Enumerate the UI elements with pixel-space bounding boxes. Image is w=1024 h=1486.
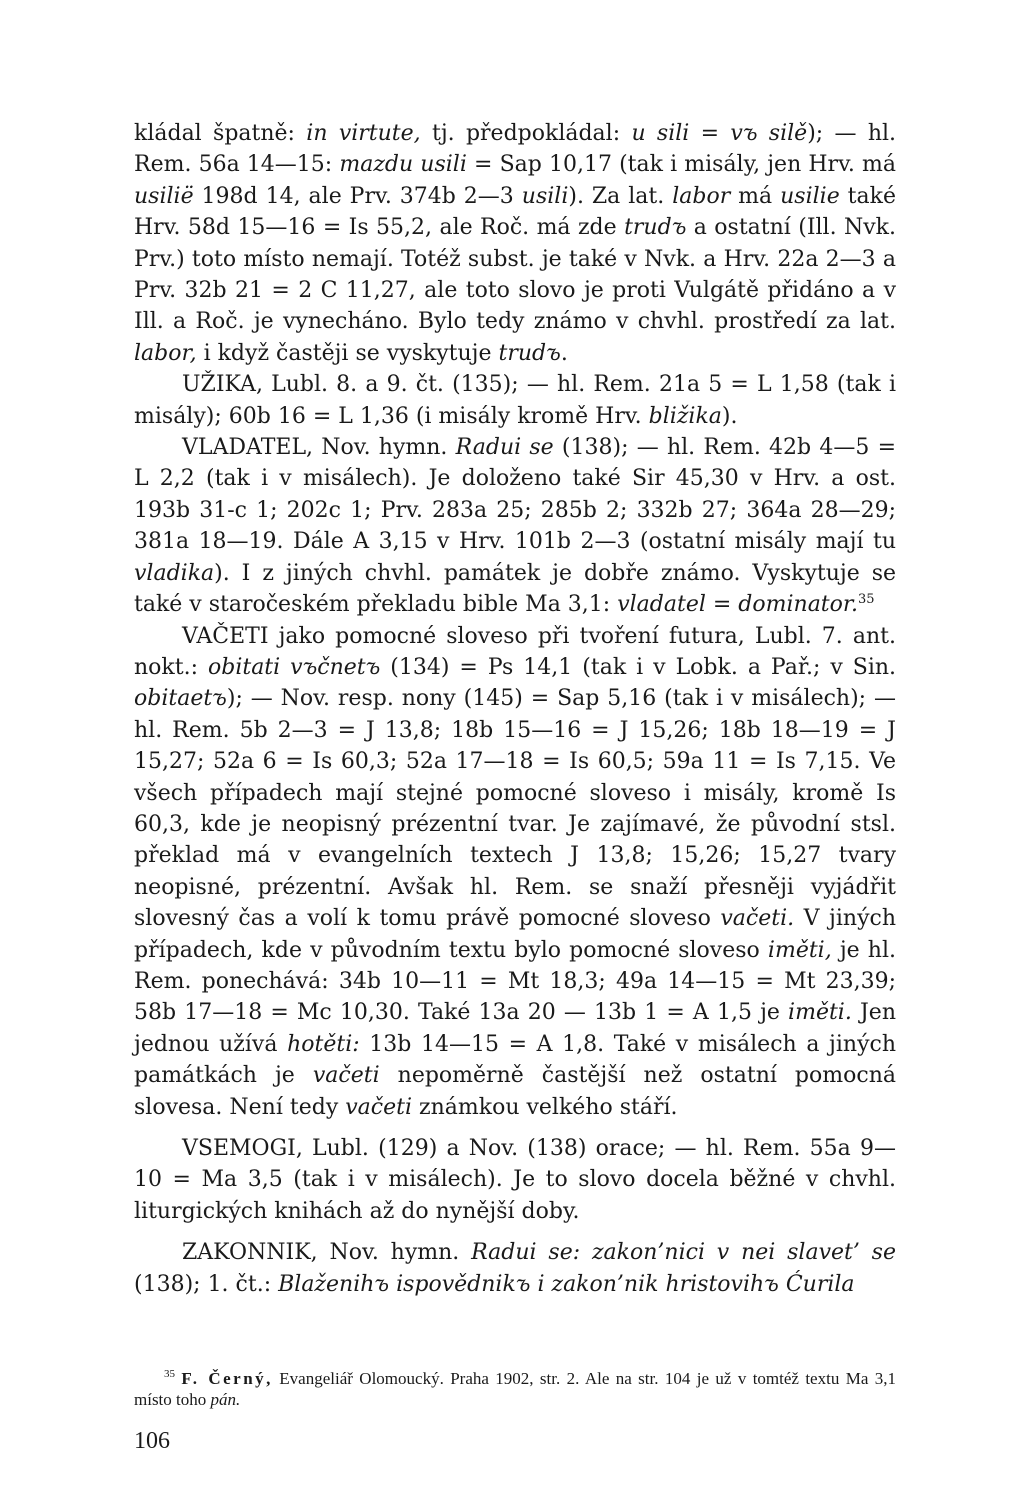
footnote-reference: 35 (858, 592, 875, 608)
paragraph (134, 1237, 896, 1300)
italic-text: u sili = vъ silě (631, 121, 808, 146)
footnote-italic: pán. (210, 1390, 241, 1409)
italic-text: Radui se (455, 435, 554, 461)
footnote-text: Evangeliář Olomoucký. Praha 1902, str. 2. Ale na str. 104 je už v tomtéž textu Ma 3,1 místo toho (134, 1369, 897, 1409)
footnote (134, 1364, 896, 1410)
text-run: ). (721, 403, 738, 429)
text-run: VLADATEL, Nov. hymn. (182, 435, 456, 461)
italic-text: labor, (134, 340, 197, 366)
text-run: tj. předpokládal: (420, 121, 632, 146)
italic-text: vladatel = dominator. (617, 592, 858, 618)
text-run: je hl. Rem. ponechává: 34b 10—11 = Mt 18,3; 49a 14—15 = Mt 23,39; 58b 17—18 = Mc 10,30. Také 13a 20 — 13b 1 = A 1,5 je (134, 937, 897, 1026)
text-run: nepoměrně častější než ostatní pomocná slovesa. Není tedy (134, 1063, 896, 1120)
text-run: i když častěji se vyskytuje (196, 340, 499, 366)
paragraph (134, 118, 896, 369)
italic-text: usilie (780, 183, 840, 209)
italic-text: iměti, (767, 937, 832, 963)
italic-text: iměti. (788, 1000, 852, 1026)
italic-text: trudъ (624, 215, 687, 241)
text-run: ); — hl. Rem. 56a 14—15: (134, 121, 897, 178)
text-run: ). Za lat. (568, 183, 673, 209)
text-run: (138); 1. čt.: (134, 1271, 279, 1297)
text-run: má (730, 183, 781, 209)
body-text (134, 118, 896, 1300)
text-run: také Hrv. 58d 15—16 = Is 55,2, ale Roč. má zde (134, 183, 896, 241)
paragraph (134, 1133, 896, 1227)
text-run: (138); — hl. Rem. 42b 4—5 = L 2,2 (tak i v misálech). Je doloženo také Sir 45,30 v Hrv. a ost. 193b 31-c 1; 202c 1; Prv. 283a 25; 285b 2; 332b 27; 364a 28—29; 381a 18—19. Dále A 3,15 v Hrv. 101b 2—3 (ostatní misály mají tu (134, 435, 897, 555)
text-run: a ostatní (Ill. Nvk. Prv.) toto místo nemají. Totéž subst. je také v Nvk. a Hrv. 22a 2—3 a Prv. 32b 21 = 2 C 11,27, ale toto slovo je proti Vulgátě přidáno a v Ill. a Roč. je vynecháno. Bylo tedy známo v chvhl. prostředí za lat. (134, 215, 897, 335)
text-run: Jen jednou užívá (134, 1000, 896, 1057)
italic-text: vladika (134, 560, 215, 586)
page-number: 106 (134, 1428, 170, 1454)
text-run: 198d 14, ale Prv. 374b 2—3 (193, 183, 522, 209)
text-run: (134) = Ps 14,1 (tak i v Lobk. a Pař.; v Sin. (380, 654, 897, 680)
italic-text: trudъ (498, 340, 561, 366)
footnote-author: F. Černý, (181, 1369, 273, 1388)
italic-text: in virtute, (306, 121, 421, 146)
italic-text: vačeti. (720, 906, 795, 932)
italic-text: usilië (134, 183, 194, 209)
italic-text: hotěti: (287, 1031, 360, 1057)
text-run: = Sap 10,17 (tak i misály, jen Hrv. má (466, 152, 896, 178)
text-run: ); — Nov. resp. nony (145) = Sap 5,16 (tak i v misálech); — hl. Rem. 5b 2—3 = J 13,8; 18b 15—16 = J 15,26; 18b 18—19 = J 15,27; 52a 6 = Is 60,3; 52a 17—18 = Is 60,5; 59a 11 = Is 7,15. Ve všech případech mají stejné pomocné sloveso i misály, kromě Is 60,3, kde je neopisný prézentní tvar. Je zajímavé, že původní stsl. překlad má v evangelních textech J 13,8; 15,26; 15,27 tvary neopisné, prézentní. Avšak hl. Rem. se snaží přesněji vyjádřit slovesný čas a volí k tomu právě pomocné sloveso (134, 686, 896, 932)
italic-text: usili (521, 183, 569, 209)
text-run: ZAKONNIK, Nov. hymn. (182, 1240, 472, 1266)
paragraph (134, 432, 896, 620)
text-run: známkou velkého stáří. (412, 1094, 678, 1120)
italic-text: vačeti (312, 1063, 380, 1089)
italic-text: mazdu usili (339, 152, 467, 178)
text-run: VSEMOGI, Lubl. (129) a Nov. (138) orace; — hl. Rem. 55a 9—10 = Ma 3,5 (tak i v misálech). Je to slovo docela běžné v chvhl. liturgických knihách až do nynější doby. (134, 1136, 896, 1224)
text-run: 13b 14—15 = A 1,8. Také v misálech a jiných památkách je (134, 1031, 896, 1089)
text-run: V jiných případech, kde v původním textu bylo pomocné sloveso (134, 906, 896, 963)
italic-text: Blaženihъ ispovědnikъ i zakon’nik hristovihъ Ćurila (278, 1271, 855, 1297)
italic-text: Radui se: zakon’nici v nei slavet’ se (471, 1240, 896, 1266)
italic-text: obitaetъ (134, 686, 227, 712)
italic-text: vačeti (345, 1094, 413, 1120)
text-run: UŽIKA, Lubl. 8. a 9. čt. (135); — hl. Rem. 21a 5 = L 1,58 (tak i misály); 60b 16 = L 1,36 (i misály kromě Hrv. (134, 372, 896, 429)
footnote-mark: 35 (164, 1368, 175, 1380)
text-run: VAČETI jako pomocné sloveso při tvoření futura, Lubl. 7. ant. nokt.: (134, 623, 896, 680)
text-run: ). I z jiných chvhl. památek je dobře známo. Vyskytuje se také v staročeském překladu bible Ma 3,1: (134, 560, 896, 618)
text-run: . (560, 340, 568, 366)
italic-text: labor (672, 183, 731, 209)
paragraph (134, 369, 896, 432)
italic-text: bližika (648, 403, 722, 429)
paragraph (134, 621, 896, 1124)
text-run: kládal špatně: (134, 121, 307, 146)
italic-text: obitati vъčnetъ (207, 654, 381, 680)
